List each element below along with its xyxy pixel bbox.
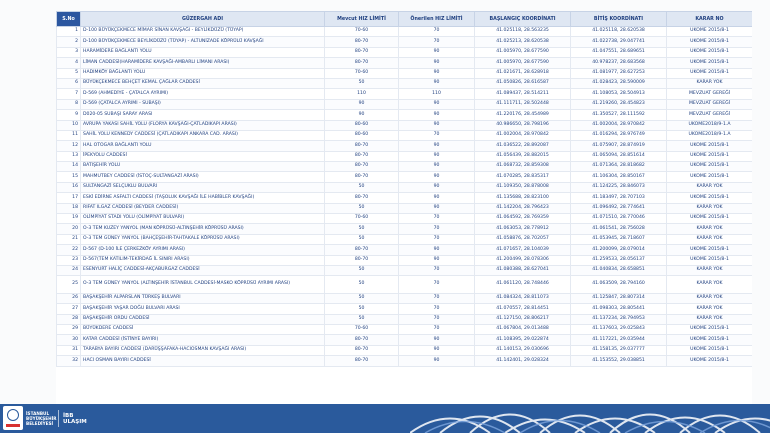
cell-start-coordinate: 41.067804, 29.013488 [475, 325, 571, 335]
cell-decision-no: KARAR YOK [667, 293, 753, 303]
cell-current-limit: 80-70 [325, 151, 399, 161]
table-header-row [57, 12, 753, 27]
cell-route-name: D-100 BÜYÜKÇEKMECE BEYLİKDÜZÜ (TÜYAP) - ALTUNİZADE KÖPRÜLÜ KAVŞAĞI [81, 37, 325, 47]
cell-current-limit: 50 [325, 182, 399, 192]
cell-route-name: SAHİL YOLU KENNEDY CADDESİ (ÇATLADIKAPI ANKARA CAD. ARASI) [81, 130, 325, 140]
cell-current-limit: 80-70 [325, 58, 399, 68]
cell-end-coordinate: 41.063509, 28.794160 [571, 276, 667, 294]
cell-current-limit: 80-70 [325, 245, 399, 255]
cell-end-coordinate: 41.081977, 28.627253 [571, 68, 667, 78]
cell-decision-no: KARAR YOK [667, 314, 753, 324]
cell-proposed-limit: 90 [399, 245, 475, 255]
cell-route-name: KATAR CADDESİ (İSTİNYE BAYIRI) [81, 335, 325, 345]
cell-start-coordinate: 41.109350, 28.878008 [475, 182, 571, 192]
table-row [57, 47, 753, 57]
cell-sno: 8 [57, 99, 81, 109]
cell-decision-no: KARAR YOK [667, 182, 753, 192]
cell-end-coordinate: 41.071510, 28.770046 [571, 214, 667, 224]
cell-sno: 14 [57, 162, 81, 172]
header-end-coordinate: BİTİŞ KOORDİNATI [571, 12, 667, 27]
cell-start-coordinate: 41.111711, 28.502448 [475, 99, 571, 109]
table-row [57, 130, 753, 140]
cell-end-coordinate: 41.106304, 28.850167 [571, 172, 667, 182]
cell-proposed-limit: 90 [399, 78, 475, 88]
cell-route-name: O-3 TEM KUZEY YANYOL (MAN KÖPRÜSÜ-ALTINŞEHİR KÖPRÜSÜ ARASI) [81, 224, 325, 234]
cell-end-coordinate: 41.108053, 28.504913 [571, 89, 667, 99]
cell-current-limit: 110 [325, 89, 399, 99]
cell-sno: 18 [57, 203, 81, 213]
speed-limit-table [56, 11, 752, 367]
cell-sno: 29 [57, 325, 81, 335]
cell-sno: 1 [57, 27, 81, 37]
cell-current-limit: 80-60 [325, 130, 399, 140]
cell-end-coordinate: 41.053945, 28.718607 [571, 234, 667, 244]
cell-sno: 6 [57, 78, 81, 88]
cell-decision-no: UKOME 2015/8-1 [667, 68, 753, 78]
table-row [57, 172, 753, 182]
cell-sno: 12 [57, 141, 81, 151]
cell-current-limit: 80-70 [325, 193, 399, 203]
cell-proposed-limit: 70 [399, 234, 475, 244]
cell-proposed-limit: 70 [399, 265, 475, 275]
table-row [57, 255, 753, 265]
cell-start-coordinate: 41.108395, 29.022874 [475, 335, 571, 345]
cell-start-coordinate: 41.070285, 28.835317 [475, 172, 571, 182]
cell-start-coordinate: 40.986650, 28.798196 [475, 120, 571, 130]
cell-decision-no: KARAR YOK [667, 304, 753, 314]
cell-route-name: BAŞAKŞEHİR ALPARSLAN TÜRKEŞ BULVARI [81, 293, 325, 303]
table-row [57, 203, 753, 213]
cell-route-name: D-567 (D-100 İLE ÇERKEZKÖY AYRIMI ARASI) [81, 245, 325, 255]
footer-brand: İBB ULAŞIM [63, 413, 87, 425]
cell-decision-no: UKOME 2015/8-1 [667, 214, 753, 224]
cell-proposed-limit: 90 [399, 162, 475, 172]
cell-proposed-limit: 90 [399, 345, 475, 355]
cell-decision-no: UKOME 2015/8-1 [667, 255, 753, 265]
table-row [57, 345, 753, 355]
cell-start-coordinate: 41.220176, 28.454989 [475, 110, 571, 120]
cell-decision-no: UKOME 2015/8-1 [667, 345, 753, 355]
cell-start-coordinate: 41.135688, 28.823100 [475, 193, 571, 203]
cell-sno: 5 [57, 68, 81, 78]
cell-sno: 23 [57, 255, 81, 265]
cell-decision-no: UKOME 2015/8-1 [667, 245, 753, 255]
cell-proposed-limit: 70 [399, 276, 475, 294]
cell-start-coordinate: 41.061120, 28.748446 [475, 276, 571, 294]
cell-decision-no: UKOME 2015/8-1 [667, 27, 753, 37]
cell-current-limit: 70-60 [325, 214, 399, 224]
cell-route-name: HADIMKÖY BAĞLANTI YOLU [81, 68, 325, 78]
cell-decision-no: MEVZUAT GEREĞİ [667, 89, 753, 99]
table-row [57, 99, 753, 109]
cell-start-coordinate: 41.084324, 28.811073 [475, 293, 571, 303]
cell-decision-no: MEVZUAT GEREĞİ [667, 99, 753, 109]
cell-route-name: İPEKYOLU CADDESİ [81, 151, 325, 161]
cell-sno: 11 [57, 130, 81, 140]
cell-current-limit: 50 [325, 265, 399, 275]
table-row [57, 110, 753, 120]
table-row [57, 78, 753, 88]
cell-end-coordinate: 41.137603, 29.025843 [571, 325, 667, 335]
cell-current-limit: 80-70 [325, 37, 399, 47]
cell-current-limit: 50 [325, 314, 399, 324]
cell-decision-no: UKOME 2015/8-1 [667, 325, 753, 335]
cell-proposed-limit: 90 [399, 193, 475, 203]
cell-route-name: O-3 TEM GÜNEY YANYOL (BAHÇEŞEHİR-TAHTAKALE KÖPRÜSÜ ARASI) [81, 234, 325, 244]
cell-start-coordinate: 41.063053, 28.778912 [475, 224, 571, 234]
cell-route-name: TARABYA BAYIRI CADDESİ (DARÜŞŞAFAKA-HACIOSMAN KAVŞAĞI ARASI) [81, 345, 325, 355]
cell-proposed-limit: 70 [399, 130, 475, 140]
cell-end-coordinate: 41.028423, 28.590009 [571, 78, 667, 88]
cell-proposed-limit: 90 [399, 151, 475, 161]
cell-current-limit: 50 [325, 224, 399, 234]
cell-start-coordinate: 41.025118, 28.563235 [475, 27, 571, 37]
cell-route-name: O-3 TEM GÜNEY YANYOL (ALTINŞEHİR İSTANBUL CADDESİ-MASKO KÖPRÜSÜ AYRIMI ARASI) [81, 276, 325, 294]
table-row [57, 293, 753, 303]
cell-decision-no: UKOME 2015/8-1 [667, 58, 753, 68]
cell-end-coordinate: 41.219260, 28.454823 [571, 99, 667, 109]
cell-start-coordinate: 41.200499, 28.078306 [475, 255, 571, 265]
cell-route-name: BÜYÜKDERE CADDESİ [81, 325, 325, 335]
cell-current-limit: 70-60 [325, 325, 399, 335]
cell-end-coordinate: 41.075907, 28.874919 [571, 141, 667, 151]
header-proposed-limit: Önerilen HIZ LİMİTİ [399, 12, 475, 27]
cell-start-coordinate: 41.070557, 28.814451 [475, 304, 571, 314]
cell-current-limit: 50 [325, 304, 399, 314]
cell-end-coordinate: 41.200099, 28.079014 [571, 245, 667, 255]
cell-start-coordinate: 41.005970, 28.677590 [475, 58, 571, 68]
cell-end-coordinate: 41.098303, 28.805441 [571, 304, 667, 314]
header-decision-no: KARAR NO [667, 12, 753, 27]
cell-route-name: RIFAT ILGAZ CADDESİ (BEYDER CADDESİ) [81, 203, 325, 213]
cell-route-name: MAHMUTBEY CADDESİ (İSTOÇ-SULTANGAZİ ARASI) [81, 172, 325, 182]
cell-route-name: BAŞAKŞEHİR ORDU CADDESİ [81, 314, 325, 324]
cell-route-name: D-567(TEM KATILIM-TEKİRDAĞ İL SINIRI ARASI) [81, 255, 325, 265]
cell-sno: 17 [57, 193, 81, 203]
cell-sno: 30 [57, 335, 81, 345]
cell-proposed-limit: 70 [399, 214, 475, 224]
cell-end-coordinate: 41.117221, 29.035944 [571, 335, 667, 345]
cell-proposed-limit: 90 [399, 58, 475, 68]
cell-end-coordinate: 41.153552, 29.038851 [571, 356, 667, 366]
header-current-limit: Mevcut HIZ LİMİTİ [325, 12, 399, 27]
cell-current-limit: 80-70 [325, 141, 399, 151]
cell-start-coordinate: 41.080388, 28.627041 [475, 265, 571, 275]
cell-sno: 21 [57, 234, 81, 244]
cell-route-name: D020-05 SUBAŞI SARAY ARASI [81, 110, 325, 120]
cell-end-coordinate: 41.047551, 28.689651 [571, 47, 667, 57]
cell-proposed-limit: 90 [399, 120, 475, 130]
cell-route-name: ESKİ EDİRNE ASFALTI CADDESİ (TAŞOLUK KAVŞAĞI İLE HABİBLER KAVŞAĞI) [81, 193, 325, 203]
cell-start-coordinate: 41.056439, 28.882015 [475, 151, 571, 161]
cell-proposed-limit: 110 [399, 89, 475, 99]
cell-proposed-limit: 70 [399, 37, 475, 47]
cell-end-coordinate: 41.002004, 28.970842 [571, 120, 667, 130]
cell-end-coordinate: 41.022738, 29.047741 [571, 37, 667, 47]
cell-proposed-limit: 70 [399, 325, 475, 335]
cell-sno: 24 [57, 265, 81, 275]
cell-proposed-limit: 90 [399, 99, 475, 109]
cell-end-coordinate: 41.259533, 28.056137 [571, 255, 667, 265]
cell-current-limit: 50 [325, 293, 399, 303]
cell-proposed-limit: 70 [399, 304, 475, 314]
speed-limit-table-page [56, 11, 752, 404]
cell-current-limit: 80-70 [325, 255, 399, 265]
cell-current-limit: 50 [325, 78, 399, 88]
cell-route-name: D-569 (ÇATALCA AYRIMI - SUBAŞI) [81, 99, 325, 109]
cell-sno: 2 [57, 37, 81, 47]
cell-proposed-limit: 90 [399, 182, 475, 192]
cell-route-name: D-100 BÜYÜKÇEKMECE MİMAR SİNAN KAVŞAĞI - BEYLİKDÜZÜ (TÜYAP) [81, 27, 325, 37]
cell-proposed-limit: 90 [399, 203, 475, 213]
cell-route-name: D-569 (AHMEDİYE - ÇATALCA AYRIMI) [81, 89, 325, 99]
cell-start-coordinate: 41.036522, 28.892087 [475, 141, 571, 151]
cell-start-coordinate: 41.127150, 28.806217 [475, 314, 571, 324]
cell-end-coordinate: 41.125847, 28.807314 [571, 293, 667, 303]
cell-decision-no: UKOME 2015/8-1 [667, 162, 753, 172]
decorative-swirl-pattern-icon [410, 404, 770, 433]
cell-sno: 15 [57, 172, 81, 182]
cell-sno: 26 [57, 293, 81, 303]
cell-end-coordinate: 41.061541, 28.756028 [571, 224, 667, 234]
cell-decision-no: UKOME 2015/8-1 [667, 193, 753, 203]
table-row [57, 68, 753, 78]
table-row [57, 141, 753, 151]
table-row [57, 265, 753, 275]
header-start-coordinate: BAŞLANGIÇ KOORDİNATI [475, 12, 571, 27]
cell-route-name: HACI OSMAN BAYIRI CADDESİ [81, 356, 325, 366]
table-row [57, 151, 753, 161]
table-row [57, 214, 753, 224]
cell-sno: 13 [57, 151, 81, 161]
cell-end-coordinate: 41.124225, 28.846073 [571, 182, 667, 192]
cell-proposed-limit: 90 [399, 47, 475, 57]
cell-start-coordinate: 41.050826, 28.616587 [475, 78, 571, 88]
cell-end-coordinate: 41.183497, 28.707103 [571, 193, 667, 203]
table-row [57, 276, 753, 294]
table-row [57, 37, 753, 47]
cell-decision-no: UKOME 2015/8-1 [667, 141, 753, 151]
cell-current-limit: 70-60 [325, 68, 399, 78]
cell-current-limit: 80-70 [325, 172, 399, 182]
cell-end-coordinate: 40.978237, 28.683568 [571, 58, 667, 68]
cell-sno: 7 [57, 89, 81, 99]
cell-proposed-limit: 90 [399, 110, 475, 120]
cell-sno: 28 [57, 314, 81, 324]
cell-current-limit: 80-70 [325, 356, 399, 366]
cell-proposed-limit: 90 [399, 68, 475, 78]
cell-proposed-limit: 70 [399, 27, 475, 37]
cell-decision-no: UKOME 2015/8-1 [667, 356, 753, 366]
cell-decision-no: UKOME 2015/8-1 [667, 172, 753, 182]
table-row [57, 325, 753, 335]
table-row [57, 314, 753, 324]
cell-route-name: LİMAN CADDESİ(HARAMİDERE KAVŞAĞI-AMBARLI LİMANI ARASI) [81, 58, 325, 68]
table-row [57, 27, 753, 37]
cell-end-coordinate: 41.065094, 28.851614 [571, 151, 667, 161]
cell-current-limit: 80-70 [325, 162, 399, 172]
header-sno: S.No [57, 12, 81, 27]
cell-proposed-limit: 70 [399, 314, 475, 324]
cell-decision-no: KARAR YOK [667, 265, 753, 275]
table-row [57, 89, 753, 99]
cell-sno: 31 [57, 345, 81, 355]
cell-end-coordinate: 41.071364, 28.818682 [571, 162, 667, 172]
cell-proposed-limit: 70 [399, 224, 475, 234]
cell-current-limit: 90 [325, 110, 399, 120]
table-row [57, 245, 753, 255]
cell-decision-no: UKOME 2015/8-1 [667, 151, 753, 161]
table-row [57, 193, 753, 203]
table-row [57, 224, 753, 234]
cell-sno: 3 [57, 47, 81, 57]
cell-end-coordinate: 41.096492, 28.774641 [571, 203, 667, 213]
cell-proposed-limit: 90 [399, 141, 475, 151]
cell-sno: 22 [57, 245, 81, 255]
cell-proposed-limit: 70 [399, 293, 475, 303]
cell-route-name: AVRUPA YAKASI SAHİL YOLU (FLORYA KAVŞAĞI-ÇATLADIKAPI ARASI) [81, 120, 325, 130]
cell-current-limit: 90 [325, 99, 399, 109]
cell-end-coordinate: 41.040834, 28.658851 [571, 265, 667, 275]
cell-current-limit: 80-70 [325, 335, 399, 345]
cell-sno: 20 [57, 224, 81, 234]
cell-route-name: HAL OTOGAR BAĞLANTI YOLU [81, 141, 325, 151]
cell-sno: 27 [57, 304, 81, 314]
cell-decision-no: KARAR YOK [667, 224, 753, 234]
cell-proposed-limit: 90 [399, 255, 475, 265]
cell-route-name: ESENYURT HALİÇ CADDESİ-AKÇABURGAZ CADDESİ [81, 265, 325, 275]
table-row [57, 356, 753, 366]
cell-current-limit: 80-60 [325, 120, 399, 130]
cell-route-name: BAŞAKŞEHİR YAŞAR DOĞU BULVARI ARASI [81, 304, 325, 314]
table-row [57, 182, 753, 192]
table-row [57, 304, 753, 314]
cell-route-name: HARAMİDERE BAĞLANTI YOLU [81, 47, 325, 57]
cell-route-name: BÜYÜKÇEKMECE BEHÇET KEMAL ÇAĞLAR CADDESİ [81, 78, 325, 88]
cell-decision-no: UKOME 2015/8-1 [667, 47, 753, 57]
cell-current-limit: 50 [325, 203, 399, 213]
cell-start-coordinate: 41.058876, 28.702057 [475, 234, 571, 244]
cell-decision-no: UKOME 2015/8-1 [667, 335, 753, 345]
cell-decision-no: KARAR YOK [667, 78, 753, 88]
table-row [57, 120, 753, 130]
cell-decision-no: KARAR YOK [667, 203, 753, 213]
cell-current-limit: 50 [325, 234, 399, 244]
cell-sno: 32 [57, 356, 81, 366]
ibb-logo-icon [3, 406, 23, 430]
cell-start-coordinate: 41.005970, 28.677590 [475, 47, 571, 57]
table-row [57, 58, 753, 68]
cell-end-coordinate: 41.137234, 28.794953 [571, 314, 667, 324]
cell-start-coordinate: 41.071657, 28.104039 [475, 245, 571, 255]
cell-sno: 25 [57, 276, 81, 294]
cell-end-coordinate: 41.025118, 28.620538 [571, 27, 667, 37]
cell-start-coordinate: 41.142204, 28.796423 [475, 203, 571, 213]
cell-start-coordinate: 41.025213, 28.620538 [475, 37, 571, 47]
cell-start-coordinate: 41.089437, 28.514211 [475, 89, 571, 99]
cell-sno: 4 [57, 58, 81, 68]
cell-current-limit: 50 [325, 276, 399, 294]
cell-sno: 9 [57, 110, 81, 120]
cell-route-name: SULTANGAZİ SELÇUKLU BULVARI [81, 182, 325, 192]
footer-org-name: İSTANBUL BÜYÜKŞEHİR BELEDİYESİ [26, 411, 57, 426]
cell-start-coordinate: 41.140153, 29.030696 [475, 345, 571, 355]
cell-end-coordinate: 41.158135, 29.037777 [571, 345, 667, 355]
cell-sno: 19 [57, 214, 81, 224]
cell-current-limit: 80-70 [325, 345, 399, 355]
cell-route-name: BATIŞEHİR YOLU [81, 162, 325, 172]
cell-decision-no: UKOME2018/9-1.A [667, 120, 753, 130]
cell-current-limit: 80-70 [325, 47, 399, 57]
cell-decision-no: UKOME 2015/8-1 [667, 37, 753, 47]
table-row [57, 234, 753, 244]
footer-divider [58, 410, 59, 427]
cell-start-coordinate: 41.002004, 28.970842 [475, 130, 571, 140]
cell-end-coordinate: 41.016294, 28.976749 [571, 130, 667, 140]
cell-current-limit: 70-60 [325, 27, 399, 37]
cell-decision-no: KARAR YOK [667, 234, 753, 244]
table-row [57, 335, 753, 345]
cell-proposed-limit: 90 [399, 172, 475, 182]
cell-proposed-limit: 90 [399, 356, 475, 366]
cell-sno: 10 [57, 120, 81, 130]
table-row [57, 162, 753, 172]
cell-decision-no: UKOME2018/9-1.A [667, 130, 753, 140]
table-body [57, 27, 753, 367]
cell-start-coordinate: 41.142401, 29.028324 [475, 356, 571, 366]
cell-start-coordinate: 41.064592, 28.769359 [475, 214, 571, 224]
header-route-name: GÜZERGAH ADI [81, 12, 325, 27]
cell-decision-no: KARAR YOK [667, 276, 753, 294]
cell-start-coordinate: 41.068732, 28.859308 [475, 162, 571, 172]
cell-decision-no: MEVZUAT GEREĞİ [667, 110, 753, 120]
cell-route-name: OLİMPİYAT STADI YOLU (OLİMPİYAT BULVARI) [81, 214, 325, 224]
cell-end-coordinate: 41.350527, 28.111592 [571, 110, 667, 120]
cell-start-coordinate: 41.021671, 28.628918 [475, 68, 571, 78]
cell-proposed-limit: 90 [399, 335, 475, 345]
cell-sno: 16 [57, 182, 81, 192]
footer-bar [0, 404, 770, 433]
